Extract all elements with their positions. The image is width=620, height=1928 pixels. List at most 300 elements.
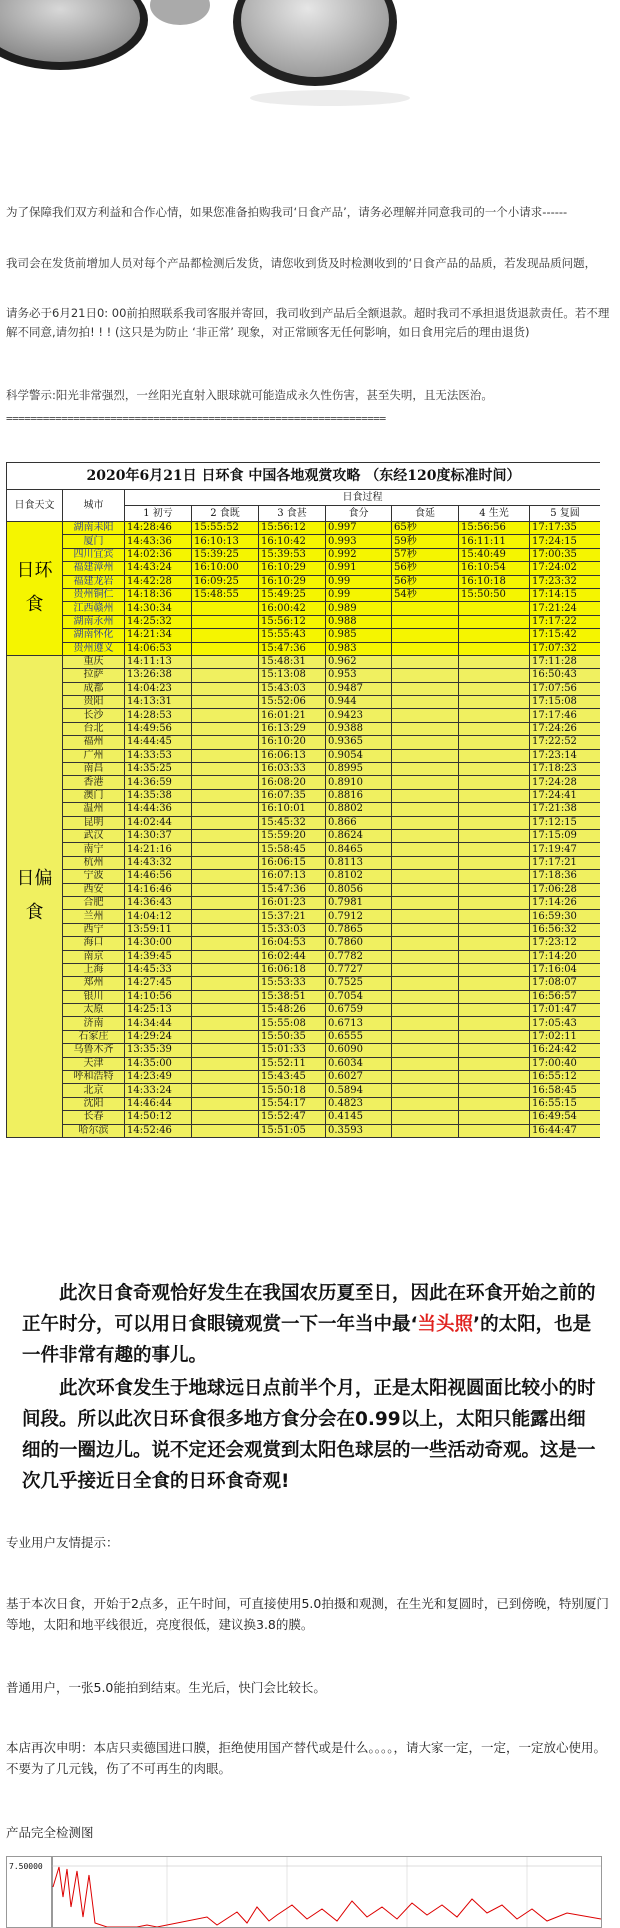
time-cell [459,1044,530,1057]
time-cell: 16:10:42 [259,535,326,548]
time-cell [392,629,459,642]
time-cell: 0.4823 [326,1097,392,1110]
annular-row [7,642,601,655]
time-cell: 0.9054 [326,749,392,762]
city-cell: 武汉 [63,829,125,842]
time-cell [192,856,259,869]
table-title: 2020年6月21日 日环食 中国各地观赏攻略 （东经120度标准时间） [7,463,601,490]
time-cell [459,856,530,869]
city-cell: 香港 [63,776,125,789]
time-cell: 0.8624 [326,829,392,842]
time-cell [459,1124,530,1137]
city-cell: 厦门 [63,535,125,548]
partial-row [7,1111,601,1124]
time-cell [459,629,530,642]
time-cell: 16:10:29 [259,562,326,575]
time-cell: 15:01:33 [259,1044,326,1057]
annular-row [7,522,601,535]
time-cell: 0.985 [326,629,392,642]
time-cell [459,1071,530,1084]
spectrum-plot [7,1857,601,1927]
time-cell: 54秒 [392,588,459,601]
city-cell: 湖南怀化 [63,629,125,642]
time-cell [392,1017,459,1030]
time-cell [459,829,530,842]
time-cell: 17:14:20 [530,950,601,963]
time-cell [392,642,459,655]
time-cell: 16:10:18 [459,575,530,588]
time-cell: 16:09:25 [192,575,259,588]
time-cell: 14:23:49 [125,1071,192,1084]
time-cell: 0.5894 [326,1084,392,1097]
time-cell: 16:24:42 [530,1044,601,1057]
city-cell: 湖南耒阳 [63,522,125,535]
time-cell: 17:23:12 [530,937,601,950]
city-cell: 江西赣州 [63,602,125,615]
time-cell: 14:21:16 [125,843,192,856]
city-cell: 南宁 [63,843,125,856]
time-cell: 0.983 [326,642,392,655]
time-cell: 15:48:26 [259,1004,326,1017]
time-cell [192,602,259,615]
time-cell: 14:16:46 [125,883,192,896]
time-cell: 14:13:31 [125,696,192,709]
time-cell: 0.866 [326,816,392,829]
time-cell: 16:13:29 [259,722,326,735]
time-cell [392,1084,459,1097]
time-cell: 14:28:46 [125,522,192,535]
time-cell: 0.7782 [326,950,392,963]
time-cell: 14:30:34 [125,602,192,615]
header-process: 日食过程 [125,490,601,506]
time-cell [192,696,259,709]
time-cell [459,977,530,990]
time-cell [192,1057,259,1070]
time-cell: 17:05:43 [530,1017,601,1030]
time-cell: 17:02:11 [530,1030,601,1043]
time-cell [192,642,259,655]
time-cell [192,977,259,990]
time-cell [392,776,459,789]
time-cell: 14:42:28 [125,575,192,588]
time-cell: 16:07:13 [259,870,326,883]
time-cell: 0.993 [326,535,392,548]
time-cell: 17:22:52 [530,736,601,749]
time-cell [459,642,530,655]
time-cell: 0.7054 [326,990,392,1003]
time-cell [192,1004,259,1017]
filter-lenses-image [0,0,620,170]
safety-warning: 科学警示:阳光非常强烈，一丝阳光直射入眼球就可能造成永久性伤害，甚至失明，且无法医治。 [6,388,493,402]
city-cell: 沈阳 [63,1097,125,1110]
annular-row [7,629,601,642]
city-cell: 澳门 [63,789,125,802]
city-cell: 银川 [63,990,125,1003]
time-cell: 14:43:32 [125,856,192,869]
time-cell [459,709,530,722]
time-cell: 0.8113 [326,856,392,869]
time-cell: 17:08:07 [530,977,601,990]
graph-y-top-label: 7.50000 [9,1862,43,1871]
time-cell [392,1004,459,1017]
city-cell: 合肥 [63,896,125,909]
time-cell [459,923,530,936]
city-cell: 湖南永州 [63,615,125,628]
time-cell [392,870,459,883]
time-cell: 56秒 [392,562,459,575]
time-cell: 14:10:56 [125,990,192,1003]
time-cell: 17:17:46 [530,709,601,722]
partial-row [7,910,601,923]
eclipse-table [6,462,600,1138]
partial-row [7,696,601,709]
time-cell: 17:17:22 [530,615,601,628]
time-cell [192,937,259,950]
time-cell [459,803,530,816]
time-cell: 17:12:15 [530,816,601,829]
time-cell: 14:30:00 [125,937,192,950]
partial-row [7,923,601,936]
time-cell [192,829,259,842]
time-cell: 0.8802 [326,803,392,816]
time-cell [392,816,459,829]
time-cell [192,1071,259,1084]
time-cell: 14:11:13 [125,655,192,668]
time-cell [459,749,530,762]
time-cell [459,990,530,1003]
partial-row [7,870,601,883]
time-cell: 15:47:36 [259,883,326,896]
time-cell: 16:49:54 [530,1111,601,1124]
city-cell: 长沙 [63,709,125,722]
eclipse-type-label: 日偏食 [7,655,63,1137]
partial-row [7,896,601,909]
time-cell [459,950,530,963]
city-cell: 宁波 [63,870,125,883]
time-cell [459,896,530,909]
time-cell: 16:02:44 [259,950,326,963]
partial-row [7,990,601,1003]
col-duration: 食延 [392,506,459,522]
time-cell: 14:30:37 [125,829,192,842]
col-magnitude: 食分 [326,506,392,522]
time-cell: 57秒 [392,548,459,561]
city-cell: 呼和浩特 [63,1071,125,1084]
time-cell: 14:34:44 [125,1017,192,1030]
time-cell [392,937,459,950]
time-cell [459,789,530,802]
time-cell [459,1084,530,1097]
time-cell: 15:52:47 [259,1111,326,1124]
time-cell: 0.8816 [326,789,392,802]
city-cell: 南京 [63,950,125,963]
time-cell: 0.989 [326,602,392,615]
col-third-contact: 4 生光 [459,506,530,522]
time-cell: 15:38:51 [259,990,326,1003]
partial-row [7,816,601,829]
time-cell [459,1017,530,1030]
city-cell: 海口 [63,937,125,950]
city-cell: 西宁 [63,923,125,936]
time-cell: 16:07:35 [259,789,326,802]
test-report-graph [6,1856,602,1928]
time-cell: 0.6034 [326,1057,392,1070]
time-cell: 15:45:32 [259,816,326,829]
city-cell: 乌鲁木齐 [63,1044,125,1057]
time-cell: 17:24:15 [530,535,601,548]
time-cell [459,1004,530,1017]
time-cell: 65秒 [392,522,459,535]
time-cell [192,776,259,789]
partial-row [7,655,601,668]
time-cell [192,789,259,802]
header-city: 城市 [63,490,125,522]
time-cell: 13:35:39 [125,1044,192,1057]
time-cell: 14:46:44 [125,1097,192,1110]
partial-row [7,709,601,722]
partial-group [7,655,601,1137]
time-cell [192,763,259,776]
time-cell: 14:39:45 [125,950,192,963]
city-cell: 杭州 [63,856,125,869]
time-cell [392,655,459,668]
time-cell: 15:48:55 [192,588,259,601]
time-cell: 0.6027 [326,1071,392,1084]
time-cell [192,910,259,923]
time-cell: 14:33:24 [125,1084,192,1097]
time-cell: 17:18:23 [530,763,601,776]
partial-row [7,1004,601,1017]
partial-row [7,1124,601,1137]
time-cell [392,803,459,816]
time-cell: 14:43:36 [125,535,192,548]
time-cell: 16:11:11 [459,535,530,548]
tips-heading: 专业用户友情提示： [6,1535,119,1550]
partial-row [7,950,601,963]
city-cell: 贵州铜仁 [63,588,125,601]
partial-row [7,963,601,976]
partial-row [7,736,601,749]
partial-row [7,937,601,950]
time-cell [459,669,530,682]
time-cell: 14:52:46 [125,1124,192,1137]
time-cell: 14:21:34 [125,629,192,642]
time-cell: 14:04:12 [125,910,192,923]
time-cell [192,963,259,976]
time-cell: 17:14:15 [530,588,601,601]
time-cell [192,1097,259,1110]
time-cell: 14:35:00 [125,1057,192,1070]
time-cell: 0.7981 [326,896,392,909]
time-cell [392,883,459,896]
time-cell: 17:16:04 [530,963,601,976]
time-cell: 16:03:33 [259,763,326,776]
time-cell [459,937,530,950]
partial-row [7,1084,601,1097]
time-cell [459,843,530,856]
time-cell: 15:37:21 [259,910,326,923]
time-cell: 17:00:35 [530,548,601,561]
time-cell: 15:50:35 [259,1030,326,1043]
time-cell [459,655,530,668]
time-cell [392,1057,459,1070]
time-cell: 16:04:53 [259,937,326,950]
time-cell [459,736,530,749]
time-cell [392,682,459,695]
time-cell: 15:54:17 [259,1097,326,1110]
time-cell [459,1111,530,1124]
time-cell [459,963,530,976]
time-cell: 16:55:15 [530,1097,601,1110]
time-cell [192,669,259,682]
time-cell [392,1044,459,1057]
time-cell: 17:07:56 [530,682,601,695]
time-cell: 14:25:13 [125,1004,192,1017]
partial-row [7,682,601,695]
time-cell [459,615,530,628]
time-cell: 15:59:20 [259,829,326,842]
time-cell: 15:56:56 [459,522,530,535]
time-cell: 0.9365 [326,736,392,749]
partial-row [7,1057,601,1070]
time-cell: 17:00:40 [530,1057,601,1070]
time-cell [192,870,259,883]
city-cell: 贵州遵义 [63,642,125,655]
time-cell: 56秒 [392,575,459,588]
time-cell [392,669,459,682]
time-cell [192,843,259,856]
time-cell: 14:29:24 [125,1030,192,1043]
time-cell: 16:50:43 [530,669,601,682]
time-cell: 15:51:05 [259,1124,326,1137]
city-cell: 成都 [63,682,125,695]
time-cell: 14:02:44 [125,816,192,829]
time-cell: 0.953 [326,669,392,682]
time-cell [459,776,530,789]
time-cell: 16:10:00 [192,562,259,575]
annular-row [7,535,601,548]
time-cell: 15:55:43 [259,629,326,642]
time-cell: 14:02:36 [125,548,192,561]
partial-row [7,1071,601,1084]
time-cell: 59秒 [392,535,459,548]
city-cell: 台北 [63,722,125,735]
time-cell: 0.6555 [326,1030,392,1043]
time-cell: 17:24:26 [530,722,601,735]
time-cell: 0.6090 [326,1044,392,1057]
time-cell: 17:19:47 [530,843,601,856]
time-cell: 16:10:13 [192,535,259,548]
time-cell: 15:50:18 [259,1084,326,1097]
time-cell [192,1124,259,1137]
time-cell [392,1097,459,1110]
city-cell: 兰州 [63,910,125,923]
time-cell [392,963,459,976]
time-cell: 0.3593 [326,1124,392,1137]
time-cell [459,1097,530,1110]
annular-row [7,548,601,561]
time-cell: 0.7860 [326,937,392,950]
partial-row [7,1097,601,1110]
city-cell: 福建漳州 [63,562,125,575]
time-cell [459,763,530,776]
partial-row [7,803,601,816]
time-cell [392,1111,459,1124]
time-cell: 14:33:53 [125,749,192,762]
time-cell [392,977,459,990]
city-cell: 南昌 [63,763,125,776]
time-cell: 0.8102 [326,870,392,883]
time-cell [192,883,259,896]
time-cell: 0.99 [326,588,392,601]
time-cell: 0.7727 [326,963,392,976]
article-p1-b: ’的太阳，也是一件非常有趣的事儿。 [22,1314,592,1366]
time-cell: 0.6759 [326,1004,392,1017]
col-fourth-contact: 5 复圆 [530,506,601,522]
time-cell: 17:24:02 [530,562,601,575]
time-cell [459,1057,530,1070]
time-cell: 15:47:36 [259,642,326,655]
partial-row [7,883,601,896]
time-cell: 17:07:32 [530,642,601,655]
col-maximum: 3 食甚 [259,506,326,522]
time-cell [459,1030,530,1043]
time-cell: 16:10:54 [459,562,530,575]
time-cell: 14:18:36 [125,588,192,601]
time-cell [192,709,259,722]
time-cell [192,749,259,762]
time-cell: 17:17:35 [530,522,601,535]
city-cell: 广州 [63,749,125,762]
time-cell: 0.997 [326,522,392,535]
time-cell: 17:24:41 [530,789,601,802]
time-cell [392,1030,459,1043]
article-p1-a: 此次日食奇观恰好发生在我国农历夏至日，因此在环食开始之前的正午时分，可以用日食眼镜观赏一下一年当中最‘ [22,1283,596,1335]
time-cell: 15:40:49 [459,548,530,561]
time-cell [392,1124,459,1137]
product-photo [0,0,620,170]
time-cell [192,736,259,749]
time-cell: 0.8910 [326,776,392,789]
time-cell [192,1111,259,1124]
time-cell [392,615,459,628]
annular-row [7,575,601,588]
time-cell [392,829,459,842]
time-cell [192,816,259,829]
time-cell [192,1084,259,1097]
time-cell: 13:59:11 [125,923,192,936]
time-cell [392,856,459,869]
time-cell: 15:50:50 [459,588,530,601]
time-cell: 16:08:20 [259,776,326,789]
city-cell: 西安 [63,883,125,896]
time-cell [392,722,459,735]
city-cell: 福建龙岩 [63,575,125,588]
time-cell: 17:01:47 [530,1004,601,1017]
time-cell: 16:06:18 [259,963,326,976]
time-cell: 16:10:29 [259,575,326,588]
partial-row [7,977,601,990]
time-cell: 17:21:24 [530,602,601,615]
partial-row [7,843,601,856]
time-cell: 0.8995 [326,763,392,776]
time-cell [192,803,259,816]
time-cell: 0.991 [326,562,392,575]
partial-row [7,1030,601,1043]
time-cell: 16:10:01 [259,803,326,816]
time-cell: 17:15:08 [530,696,601,709]
time-cell: 14:50:12 [125,1111,192,1124]
